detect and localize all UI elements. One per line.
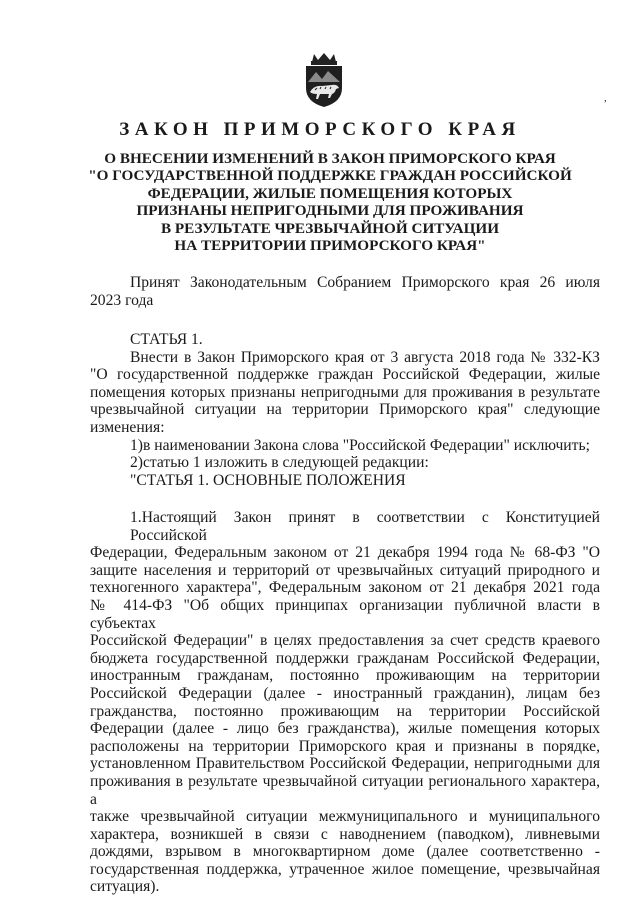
corner-mark: , (604, 92, 607, 104)
article-1 (90, 331, 600, 489)
paragraph-line: характера, возникшей в связи с наводнением (паводком), ливневыми (90, 825, 600, 843)
law-subtitle (80, 150, 580, 254)
subtitle-line: В РЕЗУЛЬТАТЕ ЧРЕЗВЫЧАЙНОЙ СИТУАЦИИ (160, 219, 500, 237)
paragraph-line: Федерации, Федеральным законом от 21 декабря 1994 года № 68-ФЗ "О (90, 544, 600, 562)
paragraph-line: расположены на территории Приморского края и признаны в порядке, (90, 737, 600, 755)
paragraph-line: Федерации (далее - лицо без гражданства), жилые помещения которых (90, 720, 600, 738)
paragraph-line: установленном Правительством Российской Федерации, непригодными для (90, 755, 600, 773)
adoption-note (90, 274, 600, 309)
subtitle-line: О ВНЕСЕНИИ ИЗМЕНЕНИЙ В ЗАКОН ПРИМОРСКОГО КРАЯ (104, 150, 556, 167)
adoption-line: 2023 года (90, 291, 154, 309)
article-line: Внести в Закон Приморского края от 3 августа 2018 года № 332-КЗ (130, 348, 600, 366)
paragraph-line: техногенного характера", Федеральным законом от 21 декабря 2021 года (90, 579, 600, 597)
paragraph-1 (90, 509, 600, 896)
subtitle-line: ПРИЗНАНЫ НЕПРИГОДНЫМИ ДЛЯ ПРОЖИВАНИЯ (136, 202, 524, 220)
subtitle-line: ФЕДЕРАЦИИ, ЖИЛЫЕ ПОМЕЩЕНИЯ КОТОРЫХ (147, 184, 513, 202)
paragraph-line: дождями, взрывом в многоквартирном доме (далее соответственно - (90, 843, 600, 861)
article-line: 1)в наименовании Закона слова "Российской Федерации" исключить; (130, 436, 590, 454)
paragraph-line: защите населения и территорий от чрезвычайных ситуаций природного и (90, 561, 600, 579)
article-line: "О государственной поддержке граждан Российской Федерации, жилые (90, 366, 600, 384)
subtitle-line: НА ТЕРРИТОРИИ ПРИМОРСКОГО КРАЯ" (174, 237, 486, 255)
paragraph-line: № 414-ФЗ "Об общих принципах организации публичной власти в субъектах (90, 596, 600, 632)
article-heading: СТАТЬЯ 1. (130, 331, 203, 348)
paragraph-line: проживания в результате чрезвычайной ситуации регионального характера, а (90, 772, 600, 808)
paragraph-line: государственная поддержка, утраченное жилое помещение, чрезвычайная (90, 860, 600, 878)
article-line: "СТАТЬЯ 1. ОСНОВНЫЕ ПОЛОЖЕНИЯ (130, 471, 406, 489)
paragraph-line: бюджета государственной поддержки гражданам Российской Федерации, (90, 649, 600, 667)
paragraph-line: 1.Настоящий Закон принят в соответствии с Конституцией Российской (130, 509, 600, 544)
paragraph-line: иностранным гражданам, постоянно проживающим на территории (90, 667, 600, 685)
coat-of-arms-icon (302, 52, 346, 108)
paragraph-line: ситуация). (90, 878, 160, 896)
article-line: изменения: (90, 418, 165, 436)
article-line: 2)статью 1 изложить в следующей редакции: (130, 454, 429, 472)
paragraph-line: гражданства, постоянно проживающим на территории Российской (90, 702, 600, 720)
paragraph-line: также чрезвычайной ситуации межмуниципального и муниципального (90, 808, 600, 826)
paragraph-line: Российской Федерации" в целях предоставления за счет средств краевого (90, 632, 600, 650)
law-title: ЗАКОН ПРИМОРСКОГО КРАЯ (119, 119, 521, 140)
paragraph-line: Российской Федерации (далее - иностранный гражданин), лицам без (90, 684, 600, 702)
article-line: помещения которых признаны непригодными для проживания в результате (90, 383, 600, 401)
subtitle-line: "О ГОСУДАРСТВЕННОЙ ПОДДЕРЖКЕ ГРАЖДАН РОССИЙСКОЙ (88, 167, 572, 185)
article-line: чрезвычайной ситуации на территории Приморского края" следующие (90, 401, 600, 419)
adoption-line: Принят Законодательным Собранием Приморского края 26 июля (130, 274, 600, 291)
